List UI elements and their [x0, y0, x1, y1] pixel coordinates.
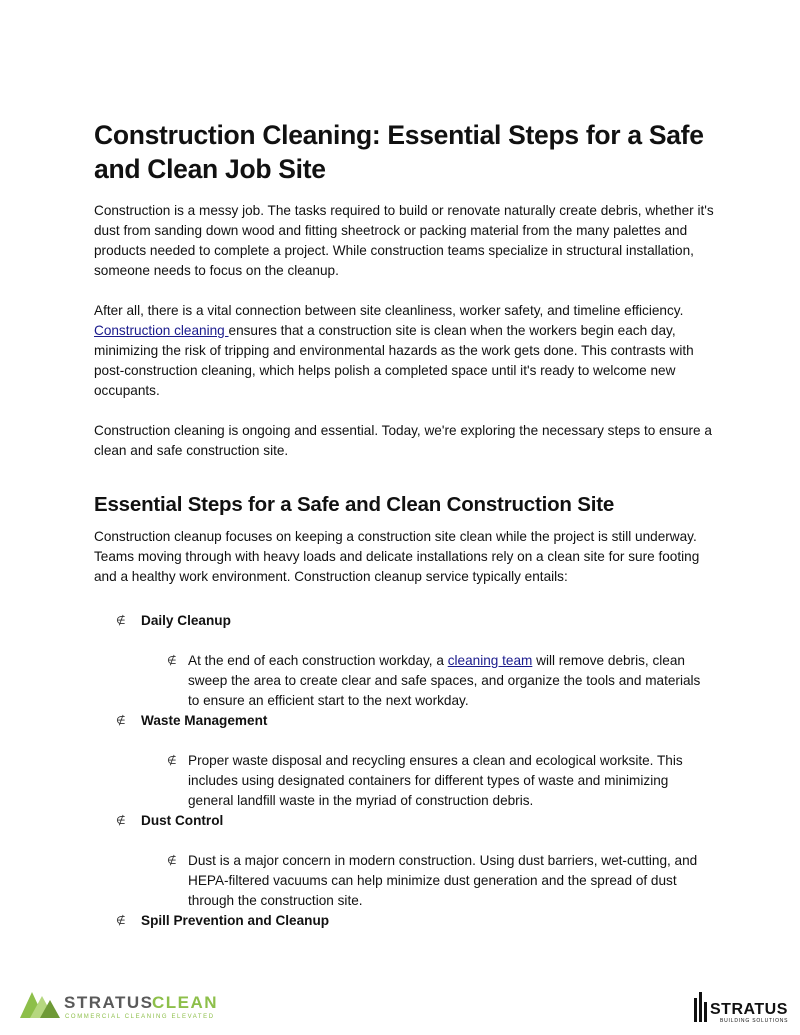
list-item	[94, 851, 714, 911]
step-text: Proper waste disposal and recycling ensures a clean and ecological worksite. This includes using designated containers for different types of waste and minimizing general landfill waste in the myriad of construction debris.	[188, 753, 683, 808]
stratus-clean-logo	[20, 988, 240, 1022]
bullet-icon: ∉	[116, 815, 126, 827]
stratus-building-logo	[690, 990, 790, 1026]
list-item	[94, 811, 714, 911]
document-title: Construction Cleaning: Essential Steps for a Safe and Clean Job Site	[94, 120, 704, 184]
logo-word-stratus: STRATUS	[64, 993, 154, 1012]
step-heading-waste-management: Waste Management	[141, 713, 268, 728]
intro-paragraph-3: Construction cleaning is ongoing and essential. Today, we're exploring the necessary steps to ensure a clean and safe construction site.	[94, 423, 712, 458]
stratus-clean-logo-mark	[20, 988, 240, 1022]
cleaning-team-link[interactable]: cleaning team	[447, 653, 533, 668]
sublist	[141, 751, 714, 811]
step-text-before: At the end of each construction workday, a	[188, 653, 448, 668]
bullet-icon: ∉	[167, 855, 177, 867]
bullet-icon: ∉	[116, 715, 126, 727]
section-heading: Essential Steps for a Safe and Clean Construction Site	[94, 493, 615, 516]
list-item	[94, 911, 714, 931]
bullet-icon: ∉	[167, 755, 177, 767]
bullet-icon: ∉	[116, 615, 126, 627]
sublist	[141, 651, 714, 711]
logo-word-stratus: STRATUS	[710, 1001, 788, 1018]
step-heading-dust-control: Dust Control	[141, 813, 224, 828]
logo-word-clean: CLEAN	[152, 993, 219, 1012]
intro-p2-before: After all, there is a vital connection between site cleanliness, worker safety, and timeline efficiency.	[94, 303, 684, 318]
step-heading-spill-prevention: Spill Prevention and Cleanup	[141, 913, 330, 928]
steps-list	[94, 611, 714, 931]
construction-cleaning-link[interactable]: Construction cleaning	[94, 323, 229, 338]
step-heading-daily-cleanup: Daily Cleanup	[141, 613, 231, 628]
step-text-after: will remove debris, clean sweep the area to create clear and safe spaces, and organize the tools and materials to ensure an efficient start to the next workday.	[188, 653, 701, 708]
intro-paragraph-2	[94, 301, 714, 401]
bullet-icon: ∉	[167, 655, 177, 667]
logo-tagline: COMMERCIAL CLEANING ELEVATED	[65, 1014, 215, 1020]
document-page	[94, 118, 714, 931]
intro-paragraph-1: Construction is a messy job. The tasks required to build or renovate naturally create debris, whether it's dust from sanding down wood and fitting sheetrock or packing material from the many palettes and products needed to complete a project. While construction teams specialize in structural installation, someone needs to focus on the cleanup.	[94, 203, 714, 278]
step-text: Dust is a major concern in modern construction. Using dust barriers, wet-cutting, and HEPA-filtered vacuums can help minimize dust generation and the spread of dust through the construction site.	[188, 853, 698, 908]
list-item	[94, 651, 714, 711]
intro-p2-after: ensures that a construction site is clean when the workers begin each day, minimizing the risk of tripping and environmental hazards as the work gets done. This contrasts with post-construction cleaning, which helps polish a completed space until it's ready to welcome new occupants.	[94, 323, 694, 398]
stratus-building-logo-mark	[690, 990, 790, 1026]
bullet-icon: ∉	[116, 915, 126, 927]
section-paragraph: Construction cleanup focuses on keeping a construction site clean while the project is still underway. Teams moving through with heavy loads and delicate installations rely on a clean site for sure footing and a healthy work environment. Construction cleanup service typically entails:	[94, 529, 700, 584]
logo-tagline: BUILDING SOLUTIONS	[720, 1018, 789, 1024]
list-item	[94, 711, 714, 811]
list-item	[94, 611, 714, 711]
list-item	[94, 751, 714, 811]
sublist	[141, 851, 714, 911]
